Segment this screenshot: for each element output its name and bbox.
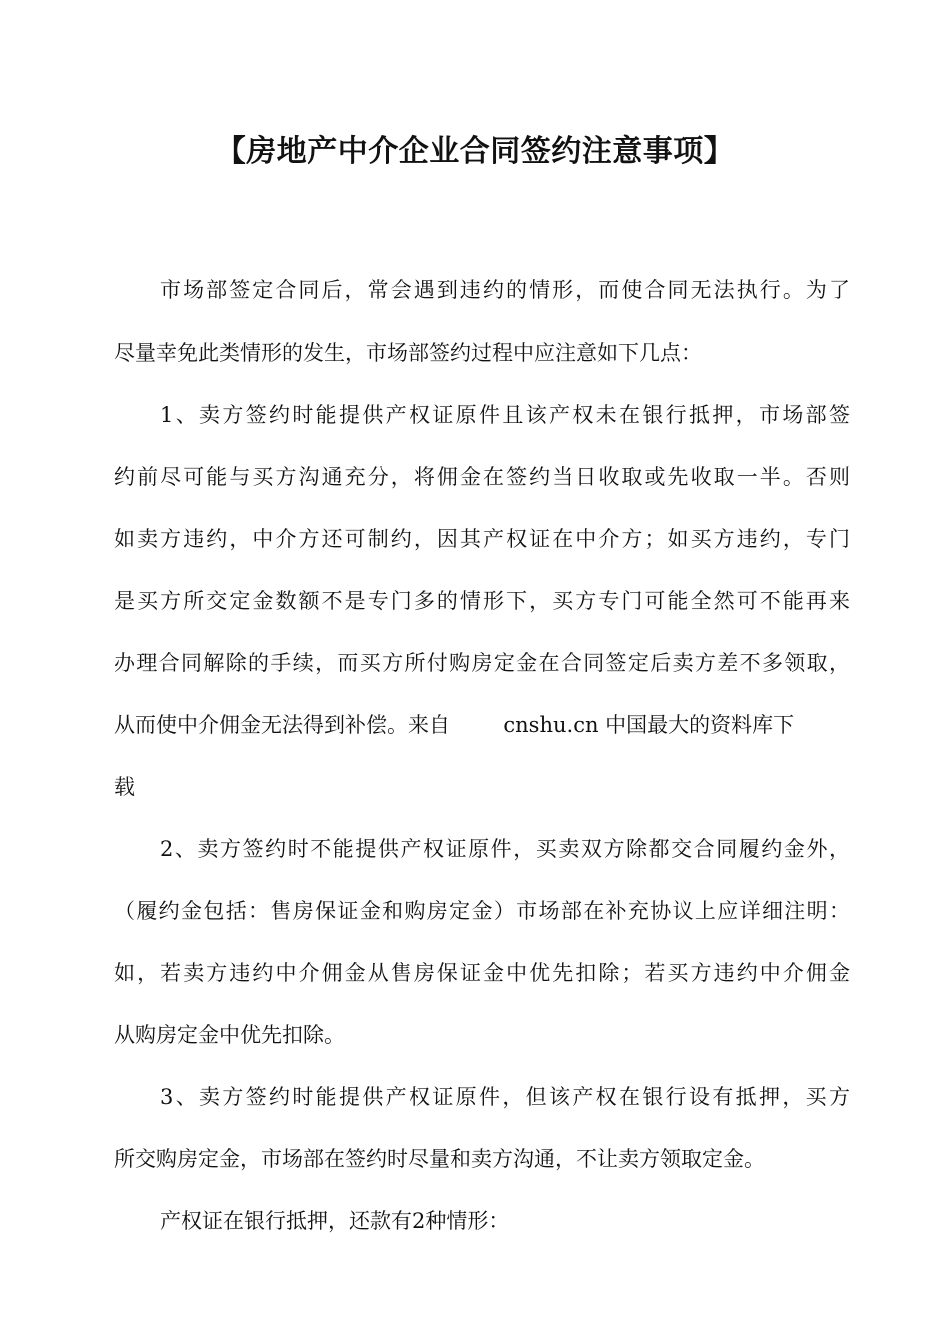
paragraph-intro-line-2: 尽量幸免此类情形的发生，市场部签约过程中应注意如下几点：	[114, 341, 702, 365]
paragraph-item-1-line-6: 从而使中介佣金无法得到补偿。来自 cnshu.cn 中国最大的资料库下	[114, 713, 795, 737]
paragraph-mortgage-line-1: 产权证在银行抵押，还款有2种情形：	[160, 1209, 510, 1233]
paragraph-item-1-line-2: 约前尽可能与买方沟通充分，将佣金在签约当日收取或先收取一半。否则	[114, 465, 850, 489]
paragraph-item-1-line-1: 1、卖方签约时能提供产权证原件且该产权未在银行抵押，市场部签	[160, 403, 850, 427]
paragraph-item-1-line-3: 如卖方违约，中介方还可制约，因其产权证在中介方；如买方违约，专门	[114, 527, 850, 551]
paragraph-item-3-line-2: 所交购房定金，市场部在签约时尽量和卖方沟通，不让卖方领取定金。	[114, 1147, 765, 1171]
paragraph-item-2-line-4: 从购房定金中优先扣除。	[114, 1023, 345, 1047]
paragraph-item-1-line-4: 是买方所交定金数额不是专门多的情形下，买方专门可能全然可不能再来	[114, 589, 850, 613]
paragraph-item-2-line-3: 如，若卖方违约中介佣金从售房保证金中优先扣除；若买方违约中介佣金	[114, 961, 850, 985]
paragraph-item-1-line-7: 载	[114, 775, 135, 799]
paragraph-item-3-line-1: 3、卖方签约时能提供产权证原件，但该产权在银行设有抵押，买方	[160, 1085, 850, 1109]
paragraph-item-2-line-2: （履约金包括：售房保证金和购房定金）市场部在补充协议上应详细注明：	[114, 899, 850, 923]
paragraph-item-2-line-1: 2、卖方签约时不能提供产权证原件，买卖双方除都交合同履约金外，	[160, 837, 850, 861]
document-title: 【房地产中介企业合同签约注意事项】	[215, 134, 735, 169]
paragraph-intro-line-1: 市场部签定合同后，常会遇到违约的情形，而使合同无法执行。为了	[160, 278, 850, 302]
paragraph-item-1-line-5: 办理合同解除的手续，而买方所付购房定金在合同签定后卖方差不多领取，	[114, 651, 850, 675]
